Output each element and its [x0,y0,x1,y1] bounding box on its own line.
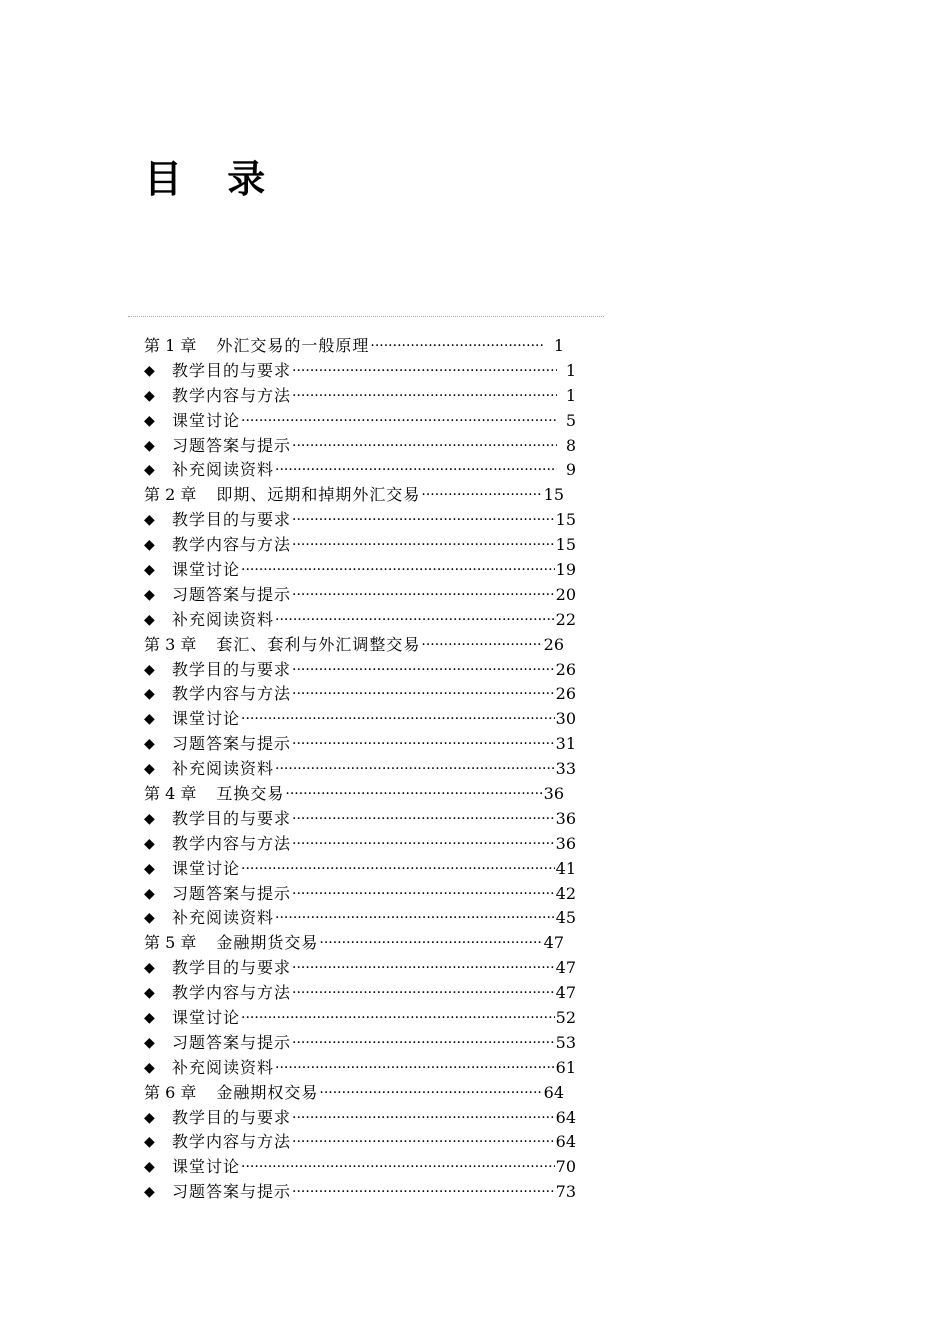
diamond-bullet-icon: ◆ [144,761,155,778]
page-number: 52 [555,1008,576,1028]
diamond-bullet-icon: ◆ [144,736,155,753]
page-number: 64 [555,1107,576,1127]
toc-section-row[interactable] [144,682,576,707]
diamond-bullet-icon: ◆ [144,1134,155,1151]
toc-section-row[interactable] [144,1180,576,1205]
chapter-number: 第 5 章 [144,933,197,953]
toc-section-row[interactable] [144,882,576,907]
toc-section-row[interactable] [144,359,576,384]
page-number: 70 [555,1157,576,1177]
page-number: 36 [555,833,576,853]
dot-leader [292,533,555,558]
toc-entry-label: 课堂讨论 [172,560,241,579]
dot-leader [292,1106,555,1131]
dot-leader [275,1056,555,1081]
diamond-bullet-icon: ◆ [144,1159,155,1176]
diamond-bullet-icon: ◆ [144,412,155,429]
dot-leader [292,1180,555,1205]
dot-leader [241,409,557,434]
page-number: 19 [555,560,576,579]
toc-entry-label: 习题答案与提示 [172,1182,292,1202]
toc-entry-label: 习题答案与提示 [172,435,292,455]
diamond-bullet-icon: ◆ [144,1059,155,1076]
diamond-bullet-icon: ◆ [144,562,155,578]
toc-section-row[interactable] [144,1155,576,1180]
page-number: 64 [543,1082,564,1102]
toc-entry-label: 补充阅读资料 [172,460,275,480]
toc-chapter-row[interactable] [144,1081,576,1106]
toc-section-row[interactable] [144,409,576,434]
page-number: 41 [555,858,576,878]
page-number: 47 [543,933,564,953]
toc-entry-label: 教学目的与要求 [172,659,292,679]
dot-leader [241,558,555,583]
toc-entry-label: 课堂讨论 [172,1008,241,1028]
dot-leader [241,1006,555,1031]
page-number: 73 [555,1182,576,1202]
diamond-bullet-icon: ◆ [144,686,155,703]
toc-section-row[interactable] [144,956,576,981]
dot-leader [292,359,557,384]
toc-chapter-row[interactable] [144,334,576,359]
toc-section-row[interactable] [144,458,576,483]
diamond-bullet-icon: ◆ [144,810,155,827]
toc-entry-label: 金融期货交易 [216,933,319,953]
toc-entry-label: 教学内容与方法 [172,1132,292,1152]
dot-leader [292,832,555,857]
diamond-bullet-icon: ◆ [144,586,155,603]
page-number: 22 [555,609,576,629]
diamond-bullet-icon: ◆ [144,711,155,728]
toc-entry-label: 课堂讨论 [172,858,241,878]
diamond-bullet-icon: ◆ [144,910,155,927]
page-number: 5 [565,410,576,430]
toc-entry-label: 互换交易 [216,784,285,804]
diamond-bullet-icon: ◆ [144,437,155,454]
diamond-bullet-icon: ◆ [144,512,155,529]
dot-leader [275,906,555,931]
page-number: 8 [565,435,576,455]
toc-entry-label: 教学内容与方法 [172,535,292,555]
toc-entry-label: 补充阅读资料 [172,759,275,779]
page-number: 26 [555,684,576,704]
toc-entry-label: 教学目的与要求 [172,360,292,380]
page-number: 26 [555,659,576,679]
page-number: 42 [555,883,576,903]
page-number: 15 [555,510,576,530]
toc-entry-label: 习题答案与提示 [172,883,292,903]
page-number: 20 [555,584,576,604]
toc-section-row[interactable] [144,533,576,558]
diamond-bullet-icon: ◆ [144,1184,155,1201]
chapter-number: 第 1 章 [144,335,197,355]
toc-entry-label: 教学内容与方法 [172,983,292,1003]
diamond-bullet-icon: ◆ [144,611,155,628]
toc-chapter-row[interactable] [144,782,576,807]
dot-leader [319,931,542,956]
page-number: 47 [555,958,576,978]
dot-leader [421,483,542,508]
page-number: 15 [543,485,564,505]
toc-section-row[interactable] [144,1006,576,1031]
toc-section-row[interactable] [144,558,576,583]
dot-leader [292,384,557,409]
dot-leader [241,707,555,732]
dot-leader [292,732,555,757]
page-number: 36 [543,784,564,804]
toc-section-row[interactable] [144,807,576,832]
toc-entry-label: 课堂讨论 [172,709,241,729]
toc-section-row[interactable] [144,757,576,782]
dot-leader [275,458,557,483]
toc-chapter-row[interactable] [144,633,576,658]
toc-section-row[interactable] [144,1106,576,1131]
toc-section-row[interactable] [144,583,576,608]
dot-leader [292,1131,555,1156]
toc-entry-label: 教学内容与方法 [172,385,292,405]
dot-leader [292,807,555,832]
toc-entry-label: 习题答案与提示 [172,1032,292,1052]
page-title: 目 录 [144,157,282,201]
toc-section-row[interactable] [144,857,576,882]
dot-leader [292,1031,555,1056]
diamond-bullet-icon: ◆ [144,1034,155,1051]
toc-section-row[interactable] [144,658,576,683]
dot-leader [241,857,555,882]
page-number: 1 [565,385,576,405]
toc-entry-label: 教学目的与要求 [172,958,292,978]
page-number: 45 [555,908,576,928]
dot-leader [275,608,555,633]
toc-entry-label: 习题答案与提示 [172,584,292,604]
toc-section-row[interactable] [144,981,576,1006]
dot-leader [370,334,545,359]
page-number: 15 [555,535,576,555]
diamond-bullet-icon: ◆ [144,661,155,678]
dot-leader [421,633,542,658]
toc-entry-label: 教学目的与要求 [172,808,292,828]
toc-section-row[interactable] [144,508,576,533]
diamond-bullet-icon: ◆ [144,1010,155,1027]
toc-entry-label: 课堂讨论 [172,410,241,430]
dot-leader [292,508,555,533]
toc-section-row[interactable] [144,384,576,409]
diamond-bullet-icon: ◆ [144,985,155,1002]
diamond-bullet-icon: ◆ [144,885,155,902]
page-number: 9 [565,460,576,480]
dot-leader [292,583,555,608]
page-number: 64 [555,1132,576,1152]
dot-leader [292,882,555,907]
page-number: 31 [555,734,576,754]
toc-chapter-row[interactable] [144,483,576,508]
chapter-number: 第 4 章 [144,784,197,804]
page-number: 36 [555,808,576,828]
toc-entry-label: 金融期权交易 [216,1082,319,1102]
toc-section-row[interactable] [144,1056,576,1081]
toc-section-row[interactable] [144,608,576,633]
toc-section-row[interactable] [144,1031,576,1056]
page-number: 33 [555,759,576,779]
dot-leader [292,434,557,459]
toc-entry-label: 补充阅读资料 [172,1057,275,1077]
page-number: 47 [555,983,576,1003]
diamond-bullet-icon: ◆ [144,1109,155,1126]
chapter-number: 第 3 章 [144,634,197,654]
toc-entry-label: 外汇交易的一般原理 [216,335,370,355]
chapter-number: 第 6 章 [144,1082,197,1102]
table-of-contents [144,334,576,1205]
dot-leader [319,1081,542,1106]
dot-leader [285,782,542,807]
page-number: 53 [555,1032,576,1052]
page-number: 30 [555,709,576,729]
toc-entry-label: 补充阅读资料 [172,908,275,928]
divider [128,316,604,317]
toc-chapter-row[interactable] [144,931,576,956]
diamond-bullet-icon: ◆ [144,362,155,379]
toc-entry-label: 套汇、套利与外汇调整交易 [216,634,421,654]
toc-entry-label: 即期、远期和掉期外汇交易 [216,485,421,505]
page-number: 26 [543,634,564,654]
page-number: 61 [555,1057,576,1077]
toc-section-row[interactable] [144,434,576,459]
toc-entry-label: 教学内容与方法 [172,833,292,853]
chapter-number: 第 2 章 [144,485,197,505]
toc-entry-label: 教学目的与要求 [172,1107,292,1127]
toc-section-row[interactable] [144,732,576,757]
toc-entry-label: 课堂讨论 [172,1157,241,1177]
dot-leader [241,1155,555,1180]
diamond-bullet-icon: ◆ [144,860,155,877]
toc-section-row[interactable] [144,1131,576,1156]
diamond-bullet-icon: ◆ [144,387,155,404]
diamond-bullet-icon: ◆ [144,537,155,554]
dot-leader [292,981,555,1006]
diamond-bullet-icon: ◆ [144,835,155,852]
toc-entry-label: 教学目的与要求 [172,510,292,530]
toc-section-row[interactable] [144,707,576,732]
toc-entry-label: 教学内容与方法 [172,684,292,704]
dot-leader [292,682,555,707]
diamond-bullet-icon: ◆ [144,462,155,479]
page-number: 1 [553,335,564,355]
toc-entry-label: 补充阅读资料 [172,609,275,629]
dot-leader [275,757,555,782]
dot-leader [292,658,555,683]
diamond-bullet-icon: ◆ [144,960,155,977]
toc-section-row[interactable] [144,906,576,931]
toc-section-row[interactable] [144,832,576,857]
toc-entry-label: 习题答案与提示 [172,734,292,754]
dot-leader [292,956,555,981]
page-number: 1 [565,360,576,380]
